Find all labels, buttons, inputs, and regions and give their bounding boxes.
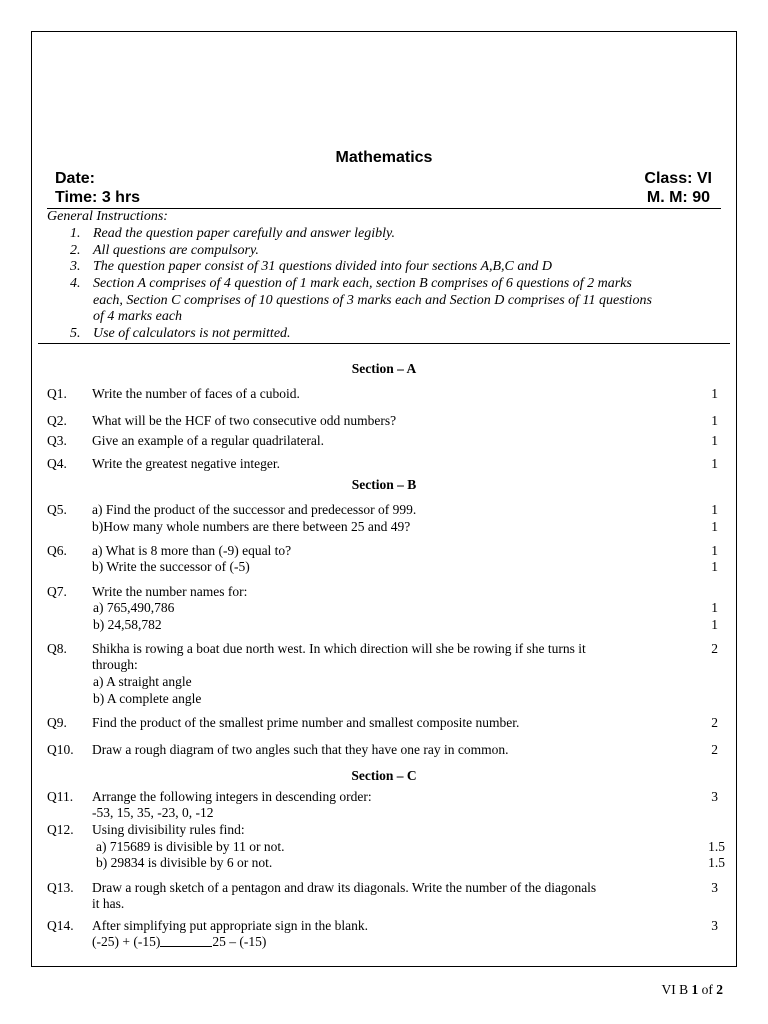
question-number: Q3.	[47, 433, 67, 448]
question-part-a: a) What is 8 more than (-9) equal to?	[92, 543, 292, 558]
question-marks: 1	[711, 600, 718, 615]
question-part-a: a) 765,490,786	[93, 600, 175, 615]
footer-total-pages: 2	[716, 982, 723, 997]
question-marks: 2	[711, 742, 718, 757]
question-text: Find the product of the smallest prime number and smallest composite number.	[92, 715, 520, 730]
question-marks: 3	[711, 789, 718, 804]
question-number: Q6.	[47, 543, 67, 558]
question-text: After simplifying put appropriate sign in the blank.	[92, 918, 368, 933]
question-part-a: a) 715689 is divisible by 11 or not.	[96, 839, 285, 854]
question-text: Write the number of faces of a cuboid.	[92, 386, 300, 401]
page-footer	[662, 982, 724, 998]
expression-line	[92, 934, 266, 950]
question-part-b: b) A complete angle	[93, 691, 202, 706]
time-label: Time: 3 hrs	[55, 189, 141, 206]
section-a-title: Section – A	[351, 361, 417, 376]
question-marks: 1	[711, 456, 718, 471]
question-text: Arrange the following integers in descending order:	[92, 789, 372, 804]
question-marks: 1	[711, 413, 718, 428]
question-marks: 1	[711, 386, 718, 401]
question-number: Q5.	[47, 502, 67, 517]
instruction-number: 1.	[70, 226, 81, 241]
question-number: Q10.	[47, 742, 74, 757]
question-part-b: b) 24,58,782	[93, 617, 162, 632]
question-text-continued: through:	[92, 657, 138, 672]
section-b-title: Section – B	[351, 477, 417, 492]
question-text: Give an example of a regular quadrilateral.	[92, 433, 325, 448]
question-text-continued: -53, 15, 35, -23, 0, -12	[92, 805, 214, 820]
question-marks: 1	[711, 519, 718, 534]
instruction-number: 5.	[70, 326, 81, 341]
question-marks: 1.5	[708, 855, 725, 870]
question-marks: 1.5	[708, 839, 725, 854]
answer-blank	[160, 946, 212, 947]
question-number: Q2.	[47, 413, 67, 428]
date-label: Date:	[55, 170, 96, 187]
question-marks: 1	[711, 543, 718, 558]
section-c-title: Section – C	[351, 768, 417, 783]
instruction-text: Read the question paper carefully and answer legibly.	[93, 226, 395, 241]
expression-right: 25 – (-15)	[212, 934, 267, 949]
instruction-number: 2.	[70, 243, 81, 258]
question-number: Q14.	[47, 918, 74, 933]
footer-page-number: 1	[691, 982, 699, 997]
question-number: Q4.	[47, 456, 67, 471]
question-part-a: a) Find the product of the successor and predecessor of 999.	[92, 502, 417, 517]
question-number: Q1.	[47, 386, 67, 401]
instructions-rule	[38, 343, 730, 344]
instruction-text: Section A comprises of 4 question of 1 mark each, section B comprises of 6 questions of 2 marks	[93, 276, 632, 291]
question-marks: 3	[711, 918, 718, 933]
instruction-number: 4.	[70, 276, 81, 291]
question-number: Q12.	[47, 822, 74, 837]
question-text: Draw a rough sketch of a pentagon and draw its diagonals. Write the number of the diagonals	[92, 880, 597, 895]
question-number: Q7.	[47, 584, 67, 599]
instructions-title: General Instructions:	[47, 209, 168, 224]
question-part-b: b) 29834 is divisible by 6 or not.	[96, 855, 273, 870]
instruction-text: Use of calculators is not permitted.	[93, 326, 291, 341]
question-number: Q9.	[47, 715, 67, 730]
question-marks: 1	[711, 433, 718, 448]
question-text: Draw a rough diagram of two angles such that they have one ray in common.	[92, 742, 509, 757]
expression-left: (-25) + (-15)	[92, 934, 161, 949]
instruction-text: All questions are compulsory.	[93, 243, 259, 258]
question-marks: 1	[711, 502, 718, 517]
question-number: Q11.	[47, 789, 74, 804]
question-text: Shikha is rowing a boat due north west. In which direction will she be rowing if she turns it	[92, 641, 586, 656]
question-marks: 2	[711, 715, 718, 730]
question-number: Q13.	[47, 880, 74, 895]
instruction-text: each, Section C comprises of 10 questions of 3 marks each and Section D comprises of 11 questions	[93, 293, 652, 308]
max-marks-label: M. M: 90	[646, 189, 710, 206]
question-text: Write the greatest negative integer.	[92, 456, 280, 471]
question-text: Write the number names for:	[92, 584, 248, 599]
question-part-a: a) A straight angle	[93, 674, 192, 689]
question-marks: 1	[711, 617, 718, 632]
question-marks: 2	[711, 641, 718, 656]
question-text: Using divisibility rules find:	[92, 822, 245, 837]
question-text-continued: it has.	[92, 896, 125, 911]
subject-title: Mathematics	[335, 149, 433, 166]
instruction-text: The question paper consist of 31 questions divided into four sections A,B,C and D	[93, 259, 552, 274]
question-part-b: b)How many whole numbers are there between 25 and 49?	[92, 519, 411, 534]
instruction-number: 3.	[70, 259, 81, 274]
footer-prefix: VI B	[661, 982, 692, 997]
question-number: Q8.	[47, 641, 67, 656]
instruction-text: of 4 marks each	[93, 309, 183, 324]
question-text: What will be the HCF of two consecutive odd numbers?	[92, 413, 397, 428]
footer-of: of	[698, 982, 717, 997]
question-part-b: b) Write the successor of (-5)	[92, 559, 250, 574]
class-label: Class: VI	[644, 170, 712, 187]
question-marks: 1	[711, 559, 718, 574]
question-marks: 3	[711, 880, 718, 895]
